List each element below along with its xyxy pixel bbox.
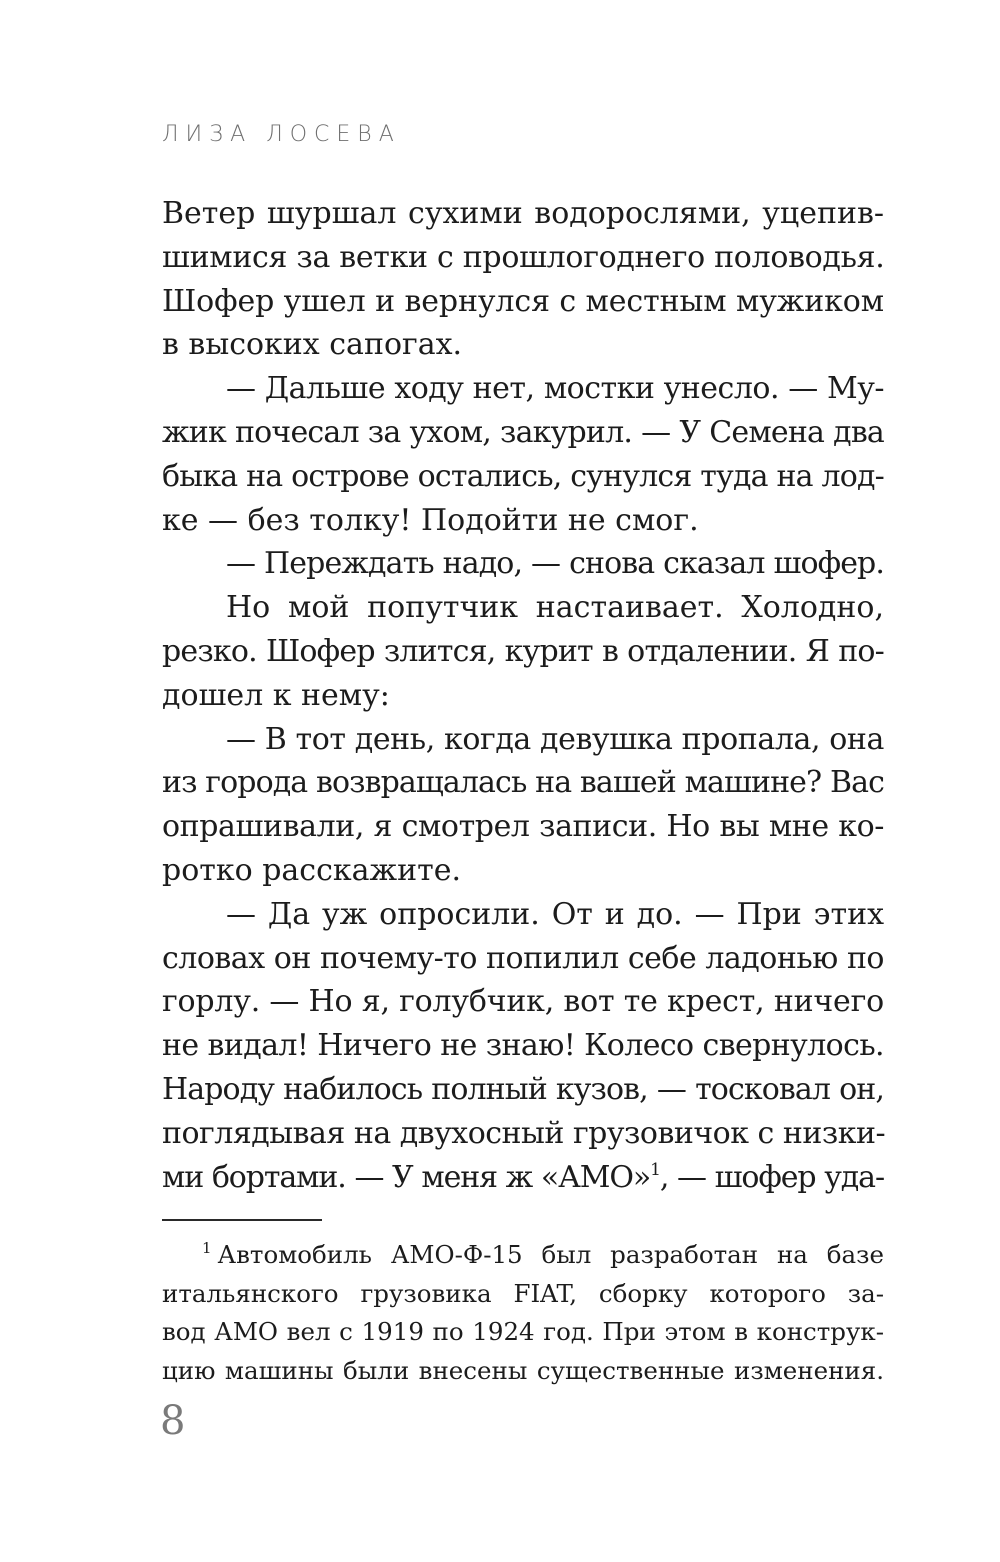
text-line: словах он почему-то попилил себе ладонью по	[162, 940, 884, 976]
text-line: поглядывая на двухосный грузовичок с низки-	[162, 1115, 886, 1151]
footnote-divider	[162, 1219, 322, 1221]
text-line: Шофер ушел и вернулся с местным мужиком	[162, 283, 884, 319]
page-number: 8	[160, 1398, 186, 1444]
footnote	[162, 1236, 884, 1390]
text-segment: ми бортами. — У меня ж «АМО»	[162, 1159, 651, 1195]
text-line: в высоких сапогах.	[162, 327, 463, 363]
text-line: ке — без толку! Подойти не смог.	[162, 502, 699, 538]
text-line: дошел к нему:	[162, 677, 390, 713]
text-line: — В тот день, когда девушка пропала, она	[226, 721, 884, 757]
footnote-line: вод АМО вел с 1919 по 1924 год. При этом в конструк-	[162, 1317, 884, 1346]
footnote-line	[162, 1236, 884, 1275]
main-text	[162, 192, 884, 1199]
text-line: горлу. — Но я, голубчик, вот те крест, ничего	[162, 984, 884, 1020]
text-line: ротко расскажите.	[162, 852, 462, 888]
text-line: жик почесал за ухом, закурил. — У Семена два	[162, 414, 884, 450]
text-segment: , — шофер уда-	[659, 1159, 884, 1195]
footnote-text: Автомобиль АМО-Ф-15 был разработан на базе	[217, 1240, 884, 1269]
footnote-line: цию машины были внесены существенные изменения.	[162, 1355, 884, 1385]
footnote-reference[interactable]: 1	[650, 1159, 660, 1180]
text-line: Ветер шуршал сухими водорослями, уцепив-	[162, 196, 884, 231]
text-line: резко. Шофер злится, курит в отдалении. Я по-	[162, 633, 884, 669]
text-line: — Дальше ходу нет, мостки унесло. — Му-	[226, 371, 884, 407]
text-line: быка на острове остались, сунулся туда на лод-	[162, 458, 884, 494]
text-line: Но мой попутчик настаивает. Холодно,	[226, 590, 884, 626]
text-line-last	[162, 1156, 884, 1200]
footnote-marker: 1	[202, 1239, 212, 1257]
text-line: опрашивали, я смотрел записи. Но вы мне ко-	[162, 809, 884, 845]
running-head-author: ЛИЗА ЛОСЕВА	[162, 122, 401, 147]
text-line: не видал! Ничего не знаю! Колесо свернулось.	[162, 1028, 884, 1064]
text-line: Народу набилось полный кузов, — тосковал он,	[162, 1071, 884, 1107]
text-line: из города возвращалась на вашей машине? Вас	[162, 765, 884, 801]
text-line: шимися за ветки с прошлогоднего половодья.	[162, 239, 885, 275]
text-line: — Переждать надо, — снова сказал шофер.	[226, 546, 884, 582]
footnote-line: итальянского грузовика FIAT, сборку которого за-	[162, 1278, 884, 1308]
text-line: — Да уж опросили. От и до. — При этих	[226, 896, 884, 932]
